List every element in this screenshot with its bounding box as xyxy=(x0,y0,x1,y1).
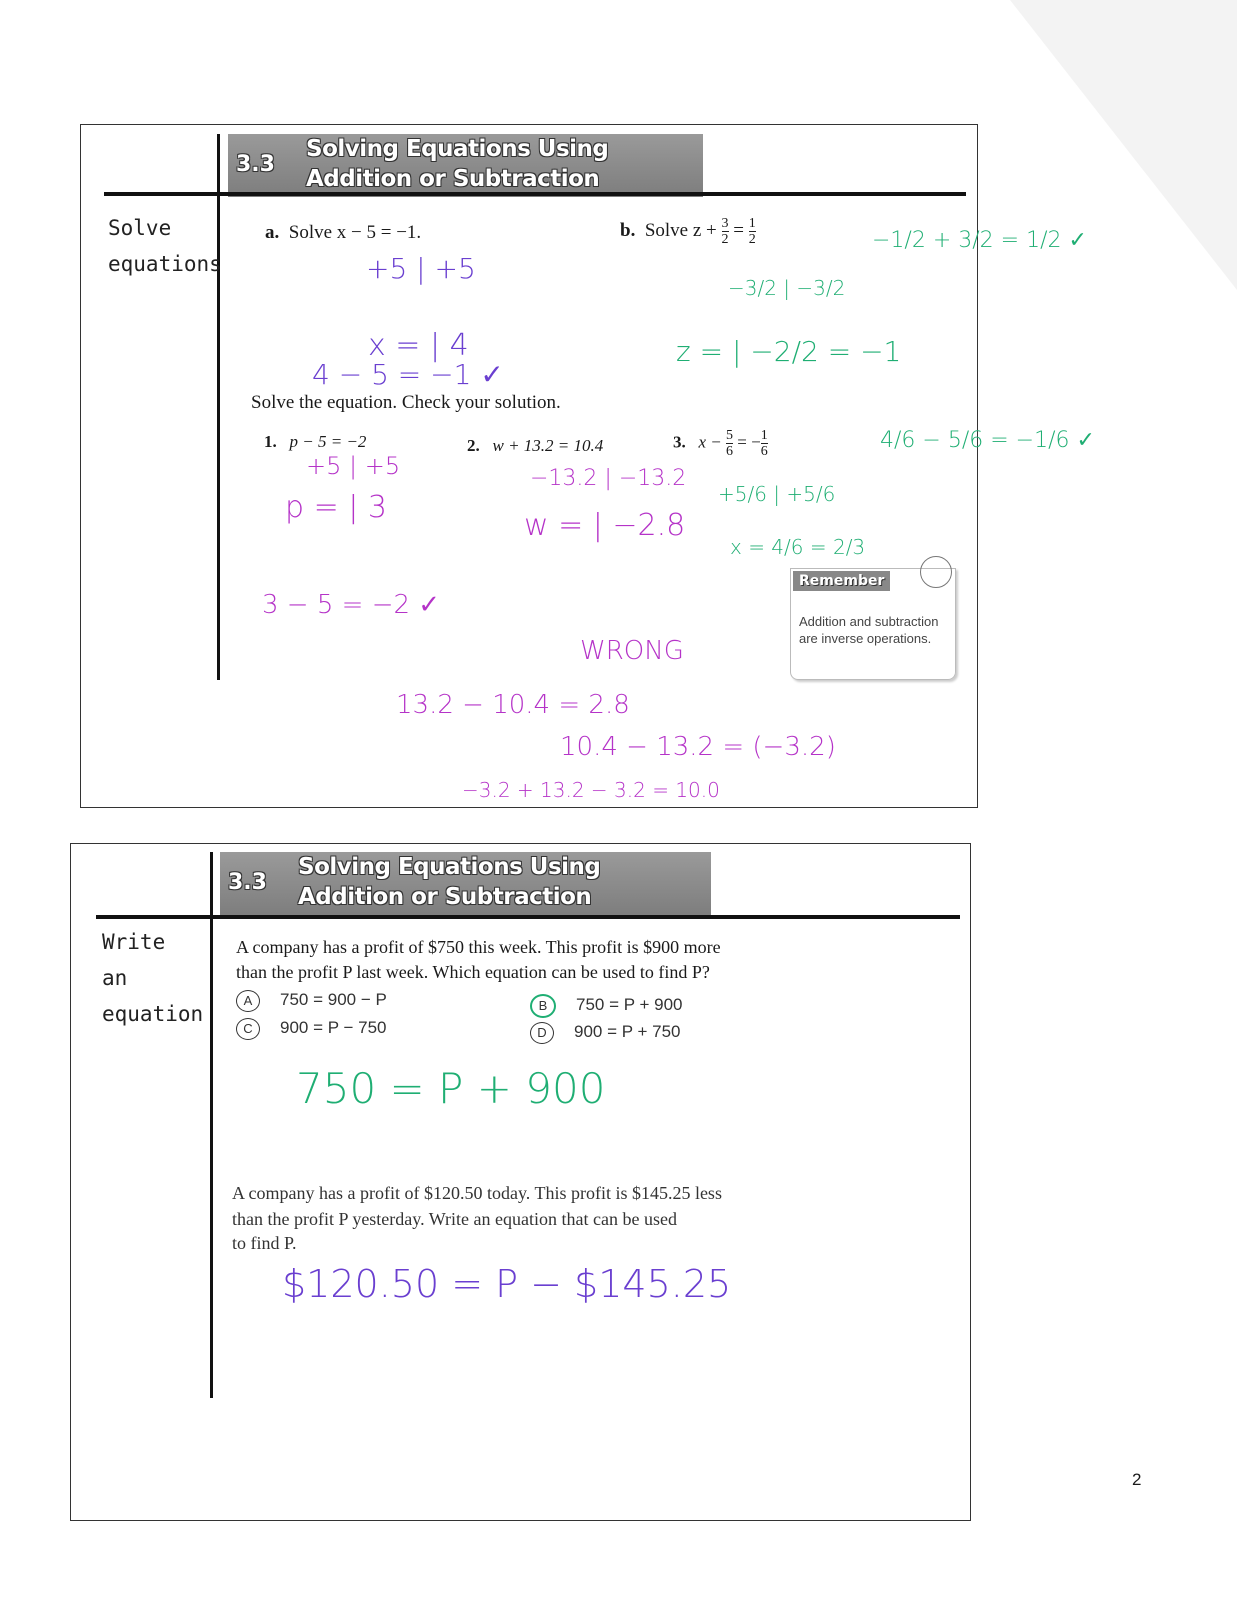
problem-3 xyxy=(673,428,768,459)
section2-divider xyxy=(210,852,213,1398)
lesson-title-line2: Addition or Subtraction xyxy=(298,884,592,910)
question2-line1: A company has a profit of $120.50 today. This profit is $145.25 less xyxy=(232,1183,722,1203)
numerator: 3 xyxy=(721,216,729,231)
denominator: 6 xyxy=(726,444,734,459)
choice-letter[interactable]: D xyxy=(530,1022,554,1044)
handwriting-p2-wrong: WRONG xyxy=(580,636,684,666)
remember-body: Addition and subtraction are inverse operations. xyxy=(799,614,939,646)
numerator: 1 xyxy=(748,216,756,231)
problem-number: 2. xyxy=(467,436,480,455)
question1-line2: than the profit P last week. Which equation can be used to find P? xyxy=(236,962,710,982)
problem-text: x − xyxy=(698,432,722,452)
choice-text: 750 = P + 900 xyxy=(576,995,683,1014)
choice-text: 900 = P + 750 xyxy=(574,1022,681,1041)
section1-header-rule xyxy=(104,192,966,196)
handwriting-a-step: +5 | +5 xyxy=(366,252,476,285)
problem-2 xyxy=(467,436,603,456)
choice-d xyxy=(530,1022,681,1044)
choice-letter[interactable]: A xyxy=(236,990,260,1012)
handwriting-b-step: −3/2 | −3/2 xyxy=(728,276,846,300)
section2-side-label xyxy=(102,924,203,1032)
section2-banner xyxy=(220,852,711,916)
handwriting-b-result: z = | −2/2 = −1 xyxy=(676,335,902,368)
problem-number: 3. xyxy=(673,432,686,452)
choice-letter-selected[interactable]: B xyxy=(530,994,556,1018)
example-a-label: a. xyxy=(265,222,280,243)
numerator: 5 xyxy=(726,428,734,443)
side-label-line: Solve xyxy=(108,216,172,240)
example-a xyxy=(265,222,421,244)
example-b xyxy=(620,216,756,247)
lesson-number: 3.3 xyxy=(236,152,275,177)
section2-header-rule xyxy=(96,915,960,919)
choice-c xyxy=(236,1018,387,1040)
lesson-title-line2: Addition or Subtraction xyxy=(306,166,600,192)
handwriting-q1-answer: 750 = P + 900 xyxy=(296,1064,606,1113)
choice-text: 900 = P − 750 xyxy=(280,1018,387,1037)
choice-letter[interactable]: C xyxy=(236,1018,260,1040)
choice-a xyxy=(236,990,387,1012)
numerator: 1 xyxy=(760,428,768,443)
instruction: Solve the equation. Check your solution. xyxy=(251,392,561,413)
handwriting-a-check: 4 − 5 = −1 ✓ xyxy=(312,358,504,391)
fraction xyxy=(722,216,729,247)
denominator: 6 xyxy=(760,444,768,459)
lesson-number: 3.3 xyxy=(228,870,267,895)
equals: = − xyxy=(737,432,761,452)
denominator: 2 xyxy=(748,232,756,247)
question1-line1: A company has a profit of $750 this week. This profit is $900 more xyxy=(236,937,721,957)
question2-line3: to find P. xyxy=(232,1233,297,1253)
section1-side-label xyxy=(108,210,222,282)
lightbulb-icon xyxy=(920,556,952,588)
question2-line2: than the profit P yesterday. Write an equation that can be used xyxy=(232,1209,677,1229)
side-label-line: equation xyxy=(102,1002,204,1026)
equals: = xyxy=(733,219,744,241)
denominator: 2 xyxy=(721,232,729,247)
choice-b xyxy=(530,994,683,1018)
handwriting-p2-result: w = | −2.8 xyxy=(524,508,686,543)
side-label-line: equations xyxy=(108,252,222,276)
fraction xyxy=(761,428,768,459)
fraction xyxy=(749,216,756,247)
problem-1 xyxy=(264,432,366,452)
handwriting-b-check: −1/2 + 3/2 = 1/2 ✓ xyxy=(872,228,1087,253)
problem-text: w + 13.2 = 10.4 xyxy=(492,436,604,455)
handwriting-p2-work: 13.2 − 10.4 = 2.8 xyxy=(396,690,630,720)
handwriting-p3-step: +5/6 | +5/6 xyxy=(718,482,836,506)
handwriting-p3-check: 4/6 − 5/6 = −1/6 ✓ xyxy=(880,428,1095,453)
fraction xyxy=(726,428,733,459)
handwriting-p2-step: −13.2 | −13.2 xyxy=(530,466,687,491)
handwriting-p2-wrong-work: 10.4 − 13.2 = (−3.2) xyxy=(560,732,836,762)
example-b-label: b. xyxy=(620,219,636,241)
handwriting-q2-answer: $120.50 = P − $145.25 xyxy=(282,1262,732,1306)
page-number: 2 xyxy=(1132,1470,1142,1489)
handwriting-p1-check: 3 − 5 = −2 ✓ xyxy=(262,590,441,620)
handwriting-p2-check: −3.2 + 13.2 − 3.2 = 10.0 xyxy=(462,778,720,802)
problem-text: p − 5 = −2 xyxy=(289,432,367,451)
lesson-title-line1: Solving Equations Using xyxy=(306,136,609,162)
choice-text: 750 = 900 − P xyxy=(280,990,387,1009)
problem-number: 1. xyxy=(264,432,277,451)
example-b-text: Solve z + xyxy=(644,219,717,241)
section1-banner xyxy=(228,134,703,197)
handwriting-p3-result: x = 4/6 = 2/3 xyxy=(730,535,866,559)
lesson-title-line1: Solving Equations Using xyxy=(298,854,601,880)
handwriting-p1-result: p = | 3 xyxy=(285,490,387,525)
side-label-line: Write xyxy=(102,930,166,954)
handwriting-a-result: x = | 4 xyxy=(368,328,469,363)
remember-title: Remember xyxy=(793,571,890,591)
example-a-text: Solve x − 5 = −1. xyxy=(288,222,422,243)
handwriting-p1-step: +5 | +5 xyxy=(306,452,401,480)
side-label-line: an xyxy=(102,966,128,990)
